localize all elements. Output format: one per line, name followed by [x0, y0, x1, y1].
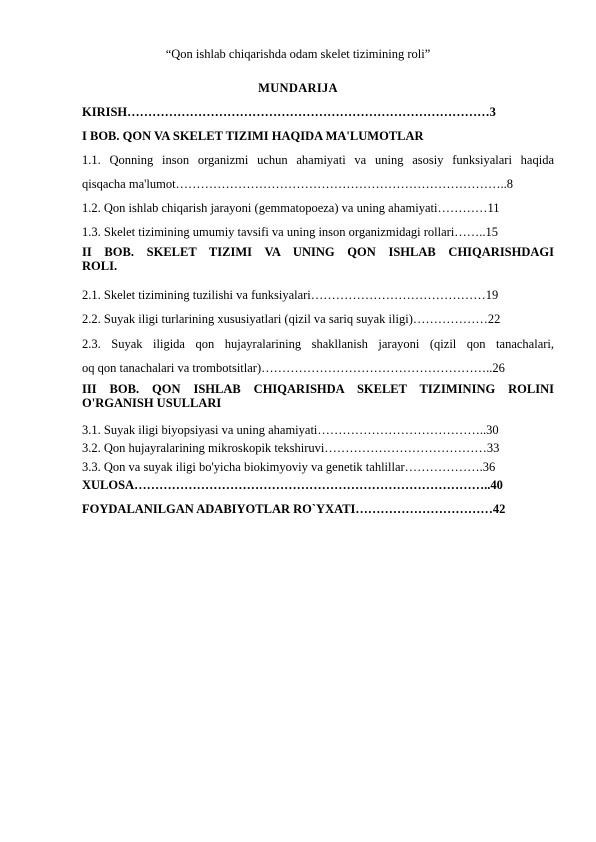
- toc-chapter-3-line1: III BOB. QON ISHLAB CHIQARISHDA SKELET TIZIMINING ROLINI: [82, 382, 554, 396]
- toc-chapter-1: I BOB. QON VA SKELET TIZIMI HAQIDA MA'LUMOTLAR: [82, 129, 424, 143]
- toc-chapter-2: [82, 245, 554, 273]
- toc-heading: MUNDARIJA: [258, 81, 338, 95]
- document-title: “Qon ishlab chiqarishda odam skelet tizimining roli”: [165, 47, 431, 61]
- toc-chapter-3-line2: O'RGANISH USULLARI: [82, 396, 222, 410]
- toc-chapter-3: [82, 382, 554, 410]
- toc-entry-3-3: 3.3. Qon va suyak iligi bo'yicha biokimyoviy va genetik tahlillar……………….36: [82, 460, 496, 474]
- toc-entry-1-2: 1.2. Qon ishlab chiqarish jarayoni (gemmatopoeza) va uning ahamiyati…………11: [82, 201, 500, 215]
- toc-entry-2-3-line2: oq qon tanachalari va trombotsitlar)………………………………………………..26: [82, 361, 505, 375]
- toc-entry-conclusion: XULOSA…………………………………………………………………………..40: [82, 478, 503, 492]
- toc-entry-2-1: 2.1. Skelet tizimining tuzilishi va funksiyalari……………………………………19: [82, 288, 499, 302]
- toc-entry-3-2: 3.2. Qon hujayralarining mikroskopik tekshiruvi…………………………………33: [82, 441, 500, 455]
- toc-entry-1-1-line1: 1.1. Qonning inson organizmi uchun ahamiyati va uning asosiy funksiyalari haqida: [82, 153, 554, 167]
- toc-entry-intro: KIRISH……………………………………………………………………………3: [82, 105, 496, 119]
- toc-chapter-2-line1: II BOB. SKELET TIZIMI VA UNING QON ISHLAB CHIQARISHDAGI: [82, 245, 554, 259]
- toc-entry-3-1: 3.1. Suyak iligi biyopsiyasi va uning ahamiyati…………………………………..30: [82, 423, 499, 437]
- toc-entry-1-3: 1.3. Skelet tizimining umumiy tavsifi va uning inson organizmidagi rollari……..15: [82, 225, 499, 239]
- toc-entry-1-1-line2: qisqacha ma'lumot……………………………………………………………………..8: [82, 177, 514, 191]
- toc-entry-references: FOYDALANILGAN ADABIYOTLAR RO`YXATI……………………………42: [82, 502, 506, 516]
- toc-entry-2-3-line1: 2.3. Suyak iligida qon hujayralarining shakllanish jarayoni (qizil qon tanachalari,: [82, 337, 554, 351]
- toc-entry-2-2: 2.2. Suyak iligi turlarining xususiyatlari (qizil va sariq suyak iligi)………………22: [82, 312, 501, 326]
- toc-chapter-2-line2: ROLI.: [82, 259, 118, 273]
